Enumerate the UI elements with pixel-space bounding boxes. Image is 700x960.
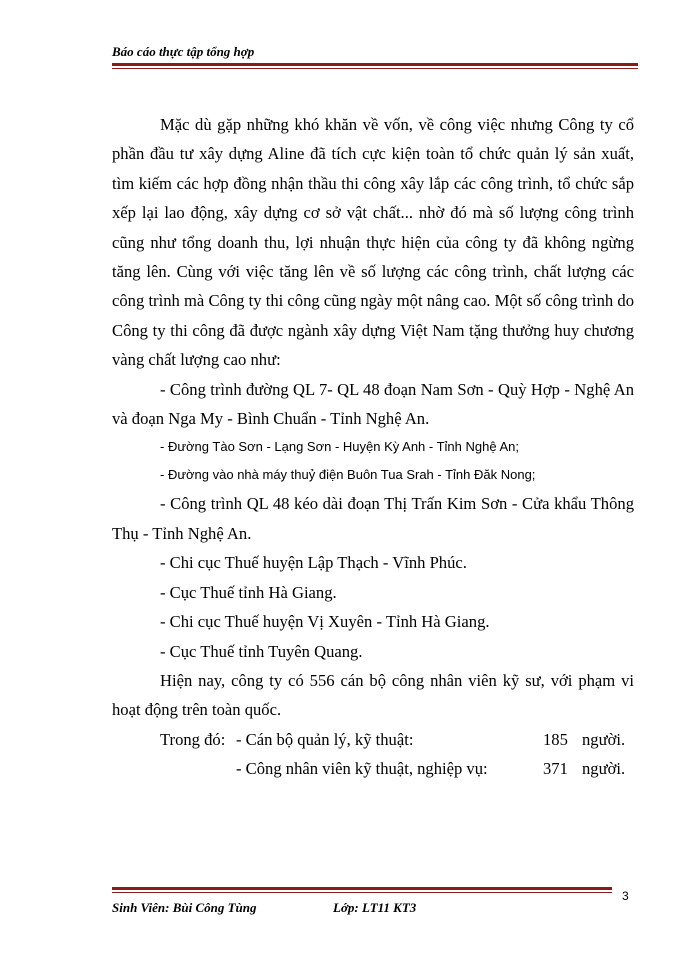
- list-item: - Cục Thuế tỉnh Hà Giang.: [160, 582, 337, 602]
- staff-paragraph: Hiện nay, công ty có 556 cán bộ công nhân viên kỹ sư, với phạm vi hoạt động trên toàn quốc.: [112, 670, 634, 720]
- header-rule: [112, 63, 638, 66]
- staff-prefix: Trong đó:: [160, 729, 226, 749]
- staff-row-count: 371: [543, 759, 568, 779]
- staff-row-unit: người.: [582, 759, 626, 779]
- document-body: [112, 110, 634, 784]
- list-item: - Chi cục Thuế huyện Lập Thạch - Vĩnh Phúc.: [160, 553, 467, 573]
- list-item: - Công trình QL 48 kéo dài đoạn Thị Trấn Kim Sơn - Cửa khẩu Thông Thụ - Tỉnh Nghệ An.: [112, 494, 634, 543]
- header-rule-thin: [112, 68, 638, 69]
- staff-row-unit: người.: [582, 729, 626, 749]
- page-header-title: Báo cáo thực tập tổng hợp: [112, 44, 255, 59]
- staff-row-count: 185: [543, 729, 568, 749]
- list-item: - Đường Tào Sơn - Lạng Sơn - Huyện Kỳ Anh - Tỉnh Nghệ An;: [160, 439, 519, 455]
- page-number: 3: [622, 889, 629, 903]
- staff-row-label: - Cán bộ quản lý, kỹ thuật:: [236, 729, 414, 749]
- footer-rule-thin: [112, 892, 612, 893]
- list-item: - Cục Thuế tỉnh Tuyên Quang.: [160, 641, 363, 661]
- list-item: - Chi cục Thuế huyện Vị Xuyên - Tỉnh Hà Giang.: [160, 612, 490, 632]
- footer-rule: [112, 887, 612, 890]
- staff-row-label: - Công nhân viên kỹ thuật, nghiệp vụ:: [236, 759, 488, 779]
- footer-class: Lớp: LT11 KT3: [333, 900, 417, 915]
- list-item: - Công trình đường QL 7- QL 48 đoạn Nam Sơn - Quỳ Hợp - Nghệ An và đoạn Nga My - Bình Chuẩn - Tỉnh Nghệ An.: [112, 379, 634, 429]
- staff-row: [112, 725, 634, 754]
- list-item: - Đường vào nhà máy thuỷ điện Buôn Tua Srah - Tỉnh Đăk Nong;: [160, 467, 536, 483]
- footer-student: Sinh Viên: Bùi Công Tùng: [112, 900, 257, 915]
- staff-row: [112, 754, 634, 783]
- intro-paragraph: Mặc dù gặp những khó khăn về vốn, về công việc nhưng Công ty cổ phần đầu tư xây dựng Aline đã tích cực kiện toàn tổ chức quản lý sản xuất, tìm kiếm các hợp đồng nhận thầu thi công xây lắp các công trình, tổ chức sắp xếp lại lao động, xây dựng cơ sở vật chất... nhờ đó mà số lượng công trình cũng như tổng doanh thu, lợi nhuận thực hiện của công ty đã không ngừng tăng lên. Cùng với việc tăng lên về số lượng các công trình, chất lượng các công trình mà Công ty thi công cũng ngày một nâng cao. Một số công trình do Công ty thi công đã được ngành xây dựng Việt Nam tặng thưởng huy chương vàng chất lượng cao như:: [112, 115, 634, 370]
